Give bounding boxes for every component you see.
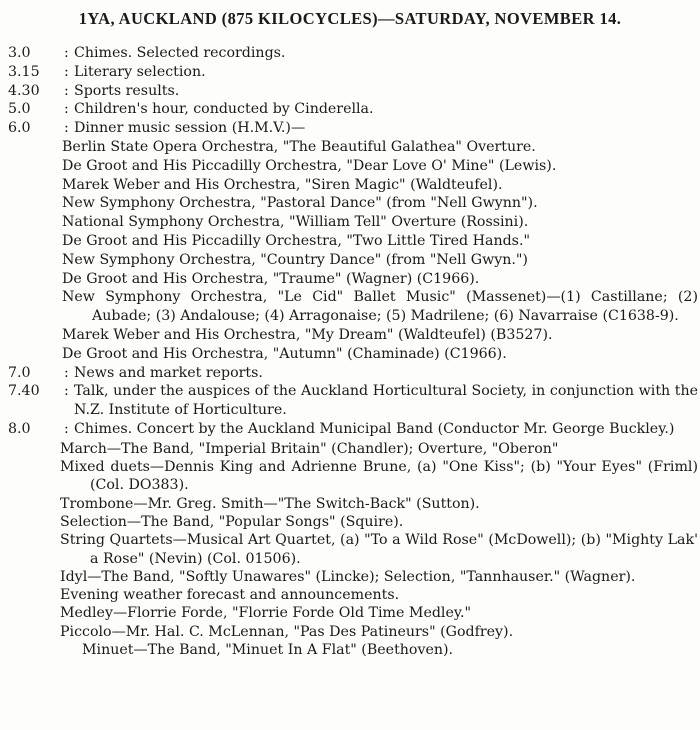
list-item: String Quartets—Musical Art Quartet, (a) "To a Wild Rose" (McDowell); (b) "Mighty Lak' a Rose" (Nevin) (Col. 01506). <box>60 532 698 567</box>
schedule-entry: 7.0 : News and market reports. <box>8 364 698 383</box>
list-item: Medley—Florrie Forde, "Florrie Forde Old Time Medley." <box>60 605 472 622</box>
list-item: Marek Weber and His Orchestra, "Siren Magic" (Waldteufel). <box>62 176 503 193</box>
list-item: Minuet—The Band, "Minuet In A Flat" (Beethoven). <box>82 642 454 658</box>
list-item: Mixed duets—Dennis King and Adrienne Brune, (a) "One Kiss"; (b) "Your Eyes" (Friml) (Col. DO383). <box>60 459 698 494</box>
entry-text: Chimes. Selected recordings. <box>74 45 286 61</box>
list-item: Berlin State Opera Orchestra, "The Beautiful Galathea" Overture. <box>62 138 536 155</box>
list-item: New Symphony Orchestra, "Le Cid" Ballet Music" (Massenet)—(1) Castillane; (2) Aubade; (3) Andalouse; (4) Arragonaise; (5) Madrilene; (6) Navarraise (C1638-9). <box>62 289 698 325</box>
dinner-music-list <box>62 138 698 364</box>
list-item: Evening weather forecast and announcements. <box>60 587 400 604</box>
station-heading: 1YA, AUCKLAND (875 KILOCYCLES)—SATURDAY, NOVEMBER 14. <box>78 9 622 28</box>
entry-text: Children's hour, conducted by Cinderella. <box>74 101 374 118</box>
entry-text: Sports results. <box>74 82 180 99</box>
list-item: De Groot and His Piccadilly Orchestra, "Two Little Tired Hands." <box>62 232 530 249</box>
entry-time: 3.0 <box>8 45 31 61</box>
entry-time: 5.0 <box>8 101 31 118</box>
list-item: New Symphony Orchestra, "Country Dance" (from "Nell Gwyn.") <box>62 251 528 268</box>
concert-list <box>60 440 698 660</box>
schedule-entry: 7.40 : Talk, under the auspices of the Auckland Horticultural Society, in conjunction with the N.Z. Institute of Horticulture. <box>8 383 698 419</box>
entry-time: 3.15 <box>8 63 40 80</box>
entry-text: Literary selection. <box>74 63 206 80</box>
schedule-entry: 3.0 : Chimes. Selected recordings. <box>8 44 698 63</box>
entry-text: Chimes. Concert by the Auckland Municipal Band (Conductor Mr. George Buckley.) <box>74 420 675 437</box>
list-item: Marek Weber and His Orchestra, "My Dream" (Waldteufel) (B3527). <box>62 326 553 343</box>
schedule-entry: 3.15 : Literary selection. <box>8 63 698 82</box>
list-item: Idyl—The Band, "Softly Unawares" (Lincke); Selection, "Tannhauser." (Wagner). <box>60 568 636 585</box>
list-item: New Symphony Orchestra, "Pastoral Dance" (from "Nell Gwynn"). <box>62 195 538 212</box>
schedule-entry: 6.0 : Dinner music session (H.M.V.)— <box>8 119 698 138</box>
entry-time: 6.0 <box>8 120 31 137</box>
list-item: De Groot and His Piccadilly Orchestra, "Dear Love O' Mine" (Lewis). <box>62 157 557 174</box>
entry-time: 4.30 <box>8 82 40 99</box>
entry-text: Dinner music session (H.M.V.)— <box>74 120 306 137</box>
entry-time: 7.0 <box>8 364 31 381</box>
list-item: Trombone—Mr. Greg. Smith—"The Switch-Back" (Sutton). <box>60 495 480 512</box>
list-item: Selection—The Band, "Popular Songs" (Squire). <box>60 513 404 530</box>
entry-time: 8.0 <box>8 420 31 437</box>
entry-text: Talk, under the auspices of the Auckland Horticultural Society, in conjunction with the N.Z. Institute of Horticulture. <box>74 383 698 419</box>
schedule <box>8 44 698 659</box>
schedule-entry: 5.0 : Children's hour, conducted by Cinderella. <box>8 100 698 119</box>
list-item: Piccolo—Mr. Hal. C. McLennan, "Pas Des Patineurs" (Godfrey). <box>60 623 514 640</box>
schedule-entry: 8.0 : Chimes. Concert by the Auckland Municipal Band (Conductor Mr. George Buckley.) <box>8 420 698 439</box>
entry-text: News and market reports. <box>74 364 263 381</box>
list-item: National Symphony Orchestra, "William Tell" Overture (Rossini). <box>62 214 529 231</box>
list-item: March—The Band, "Imperial Britain" (Chandler); Overture, "Oberon" <box>60 440 559 457</box>
entry-time: 7.40 <box>8 383 40 400</box>
list-item: De Groot and His Orchestra, "Traume" (Wagner) (C1966). <box>62 270 480 287</box>
list-item: De Groot and His Orchestra, "Autumn" (Chaminade) (C1966). <box>62 345 507 362</box>
schedule-entry: 4.30 : Sports results. <box>8 82 698 101</box>
